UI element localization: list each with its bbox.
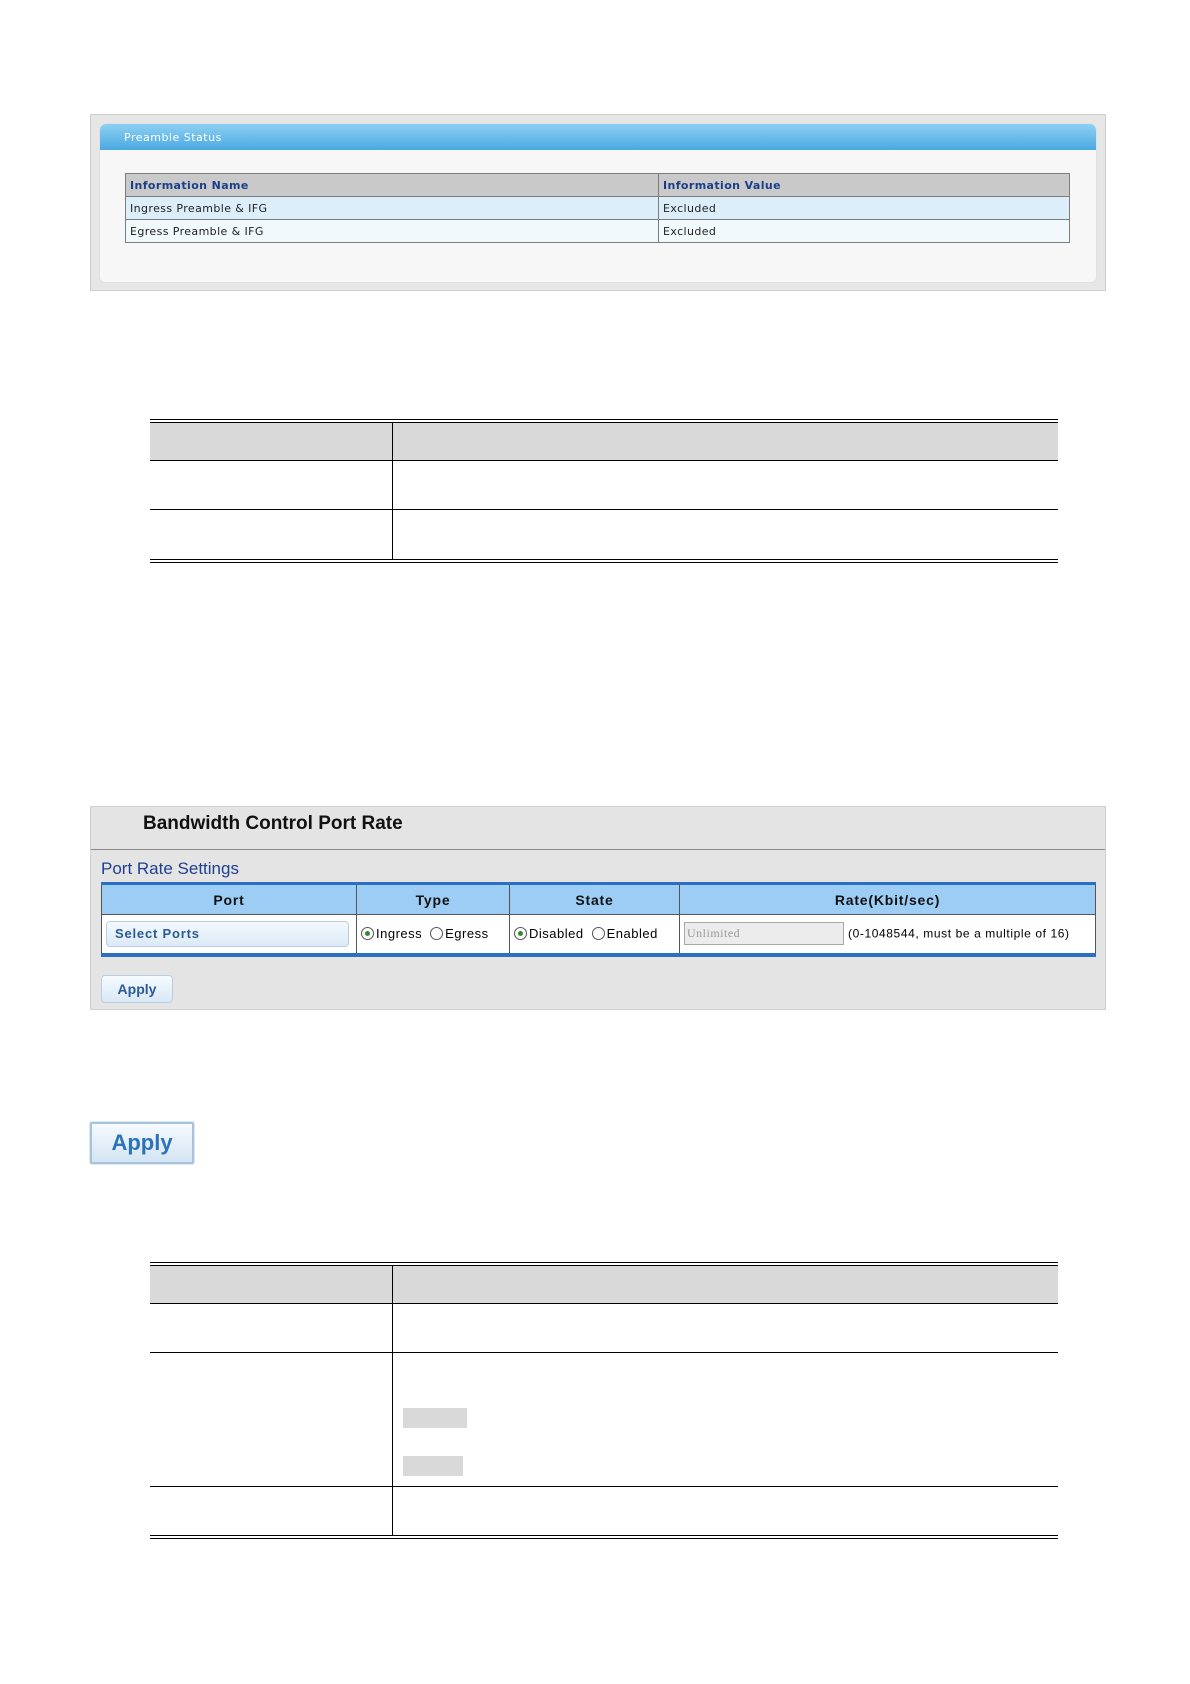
object-description-table-1 — [150, 419, 1058, 563]
description-cell — [393, 1304, 1058, 1352]
description-row — [150, 461, 1058, 510]
header-cell-object — [150, 1266, 393, 1303]
page-title: Bandwidth Control Port Rate — [143, 813, 403, 834]
description-cell — [393, 1353, 1058, 1486]
description-row — [150, 510, 1058, 559]
type-cell — [357, 915, 510, 955]
table-row — [126, 220, 1070, 243]
ingress-label: Ingress — [376, 926, 423, 942]
description-cell — [393, 510, 1058, 559]
rate-range-hint: (0-1048544, must be a multiple of 16) — [848, 926, 1070, 941]
option-highlight — [403, 1408, 467, 1428]
object-description-table-2 — [150, 1262, 1058, 1539]
apply-button[interactable]: Apply — [101, 975, 173, 1003]
description-cell — [393, 1487, 1058, 1535]
rate-cell — [680, 915, 1096, 955]
port-rate-settings-table — [101, 882, 1096, 957]
description-cell — [393, 461, 1058, 509]
information-name-cell: Egress Preamble & IFG — [126, 220, 659, 243]
header-cell-description — [393, 423, 1058, 460]
object-cell — [150, 510, 393, 559]
preamble-status-box — [99, 123, 1097, 283]
preamble-status-title: Preamble Status — [100, 124, 1096, 150]
ingress-radio[interactable] — [361, 927, 374, 940]
table-header-row — [102, 884, 1096, 915]
description-row — [150, 1353, 1058, 1487]
information-value-cell: Excluded — [659, 197, 1070, 220]
egress-label: Egress — [445, 926, 489, 942]
header-cell-object — [150, 423, 393, 460]
bandwidth-control-panel — [90, 806, 1106, 1010]
object-cell — [150, 1304, 393, 1352]
information-value-cell: Excluded — [659, 220, 1070, 243]
enabled-radio[interactable] — [592, 927, 605, 940]
object-cell — [150, 461, 393, 509]
apply-button-large[interactable]: Apply — [90, 1122, 194, 1164]
column-header-type: Type — [357, 884, 510, 915]
preamble-status-table — [125, 173, 1070, 243]
select-ports-button[interactable]: Select Ports — [106, 921, 349, 947]
section-title: Port Rate Settings — [101, 859, 239, 878]
column-header-port: Port — [102, 884, 357, 915]
enabled-label: Enabled — [606, 926, 658, 942]
port-cell — [102, 915, 357, 955]
description-row — [150, 1487, 1058, 1535]
object-cell — [150, 1487, 393, 1535]
disabled-label: Disabled — [529, 926, 584, 942]
column-header-information-name: Information Name — [126, 174, 659, 197]
header-cell-description — [393, 1266, 1058, 1303]
option-highlight — [403, 1456, 463, 1476]
information-name-cell: Ingress Preamble & IFG — [126, 197, 659, 220]
table-row — [126, 197, 1070, 220]
egress-radio[interactable] — [430, 927, 443, 940]
title-divider — [91, 849, 1105, 850]
description-table-header — [150, 423, 1058, 461]
table-header-row — [126, 174, 1070, 197]
preamble-status-panel — [90, 114, 1106, 291]
rate-input[interactable]: Unlimited — [684, 922, 844, 945]
column-header-rate: Rate(Kbit/sec) — [680, 884, 1096, 915]
state-cell — [510, 915, 680, 955]
description-table-header — [150, 1266, 1058, 1304]
description-row — [150, 1304, 1058, 1353]
column-header-state: State — [510, 884, 680, 915]
object-cell — [150, 1353, 393, 1486]
disabled-radio[interactable] — [514, 927, 527, 940]
column-header-information-value: Information Value — [659, 174, 1070, 197]
table-row — [102, 915, 1096, 955]
